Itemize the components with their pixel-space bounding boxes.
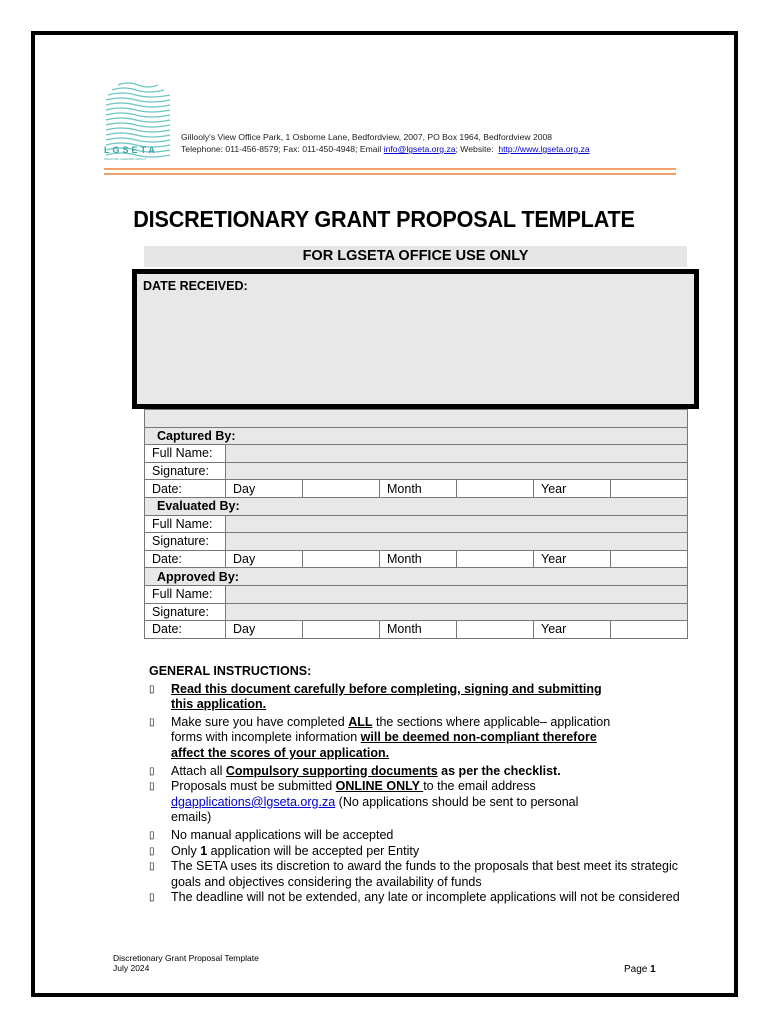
evaluated-by-label: Evaluated By:: [145, 497, 688, 515]
evaluated-full-name-field[interactable]: [226, 515, 688, 533]
bullet-icon: ▯: [149, 845, 155, 857]
approved-day-field[interactable]: [303, 621, 380, 639]
bullet-icon: ▯: [149, 765, 155, 777]
day-label: Day: [226, 621, 303, 639]
captured-year-field[interactable]: [611, 480, 688, 498]
dg-applications-email-link[interactable]: dgapplications@lgseta.org.za: [171, 794, 336, 809]
year-label: Year: [534, 480, 611, 498]
list-item: ▯ Proposals must be submitted ONLINE ONLY to the email address dgapplications@lgseta.org.za (No applications should be sent to personal emails): [149, 779, 579, 825]
list-item: ▯ No manual applications will be accepted: [149, 827, 394, 842]
bullet-icon: ▯: [149, 683, 155, 695]
signature-label: Signature:: [145, 462, 226, 480]
approved-by-label: Approved By:: [145, 568, 688, 586]
address-line: Gillooly's View Office Park, 1 Osborne Lane, Bedfordview, 2007, PO Box 1964, Bedfordview 2008: [181, 132, 553, 142]
approved-signature-field[interactable]: [226, 603, 688, 621]
date-label: Date:: [145, 480, 226, 498]
year-label: Year: [534, 621, 611, 639]
evaluated-month-field[interactable]: [457, 550, 534, 568]
approved-full-name-field[interactable]: [226, 585, 688, 603]
captured-day-field[interactable]: [303, 480, 380, 498]
day-label: Day: [226, 550, 303, 568]
full-name-label: Full Name:: [145, 445, 226, 463]
captured-by-label: Captured By:: [145, 427, 688, 445]
website-link[interactable]: http://www.lgseta.org.za: [498, 144, 590, 154]
month-label: Month: [380, 480, 457, 498]
instructions-heading: GENERAL INSTRUCTIONS:: [149, 664, 312, 678]
logo-text: LGSETA: [104, 145, 158, 155]
date-label: Date:: [145, 621, 226, 639]
captured-month-field[interactable]: [457, 480, 534, 498]
page-title: DISCRETIONARY GRANT PROPOSAL TEMPLATE: [133, 206, 635, 232]
header-rule: [104, 168, 676, 170]
bullet-icon: ▯: [149, 861, 155, 873]
approved-month-field[interactable]: [457, 621, 534, 639]
list-item: ▯ Attach all Compulsory supporting documents as per the checklist.: [149, 763, 561, 778]
bullet-icon: ▯: [149, 892, 155, 904]
bullet-icon: ▯: [149, 781, 155, 793]
signature-label: Signature:: [145, 603, 226, 621]
header-rule: [104, 173, 676, 175]
general-instructions: [149, 664, 694, 906]
footer-date: July 2024: [113, 963, 150, 973]
month-label: Month: [380, 621, 457, 639]
bullet-icon: ▯: [149, 716, 155, 728]
form-spacer-row: [145, 410, 688, 428]
logo-tagline: CREATING GREATER IMPACT: [104, 157, 147, 161]
page-number: Page 1: [624, 964, 656, 975]
list-item: ▯ The SETA uses its discretion to award the funds to the proposals that best meet its strategic goals and objectives considering the availability of funds: [149, 859, 678, 889]
date-received-label: DATE RECEIVED:: [143, 279, 248, 293]
captured-signature-field[interactable]: [226, 462, 688, 480]
year-label: Year: [534, 550, 611, 568]
contact-line: Telephone: 011-456-8579; Fax: 011-450-4948; Email info@lgseta.org.za; Website: http://www.lgseta.org.za: [181, 144, 590, 154]
list-item: ▯ Read this document carefully before completing, signing and submitting this application.: [149, 681, 602, 712]
address-block: [181, 131, 590, 155]
footer-doc-name: Discretionary Grant Proposal Template: [113, 953, 259, 963]
month-label: Month: [380, 550, 457, 568]
office-use-heading: FOR LGSETA OFFICE USE ONLY: [144, 246, 687, 267]
evaluated-year-field[interactable]: [611, 550, 688, 568]
list-item: ▯ Only 1 application will be accepted per Entity: [149, 843, 420, 858]
day-label: Day: [226, 480, 303, 498]
full-name-label: Full Name:: [145, 515, 226, 533]
office-form-table: [144, 409, 688, 639]
full-name-label: Full Name:: [145, 585, 226, 603]
list-item: ▯ Make sure you have completed ALL the sections where applicable– application forms with incomplete information will be deemed non-compliant therefore affect the scores of your application.: [149, 714, 611, 760]
bullet-icon: ▯: [149, 829, 155, 841]
date-label: Date:: [145, 550, 226, 568]
approved-year-field[interactable]: [611, 621, 688, 639]
list-item: ▯ The deadline will not be extended, any late or incomplete applications will not be considered: [149, 890, 680, 905]
email-link[interactable]: info@lgseta.org.za: [383, 144, 456, 154]
captured-full-name-field[interactable]: [226, 445, 688, 463]
evaluated-signature-field[interactable]: [226, 533, 688, 551]
date-received-box[interactable]: [132, 269, 699, 409]
footer-document-info: [113, 953, 259, 973]
evaluated-day-field[interactable]: [303, 550, 380, 568]
signature-label: Signature:: [145, 533, 226, 551]
